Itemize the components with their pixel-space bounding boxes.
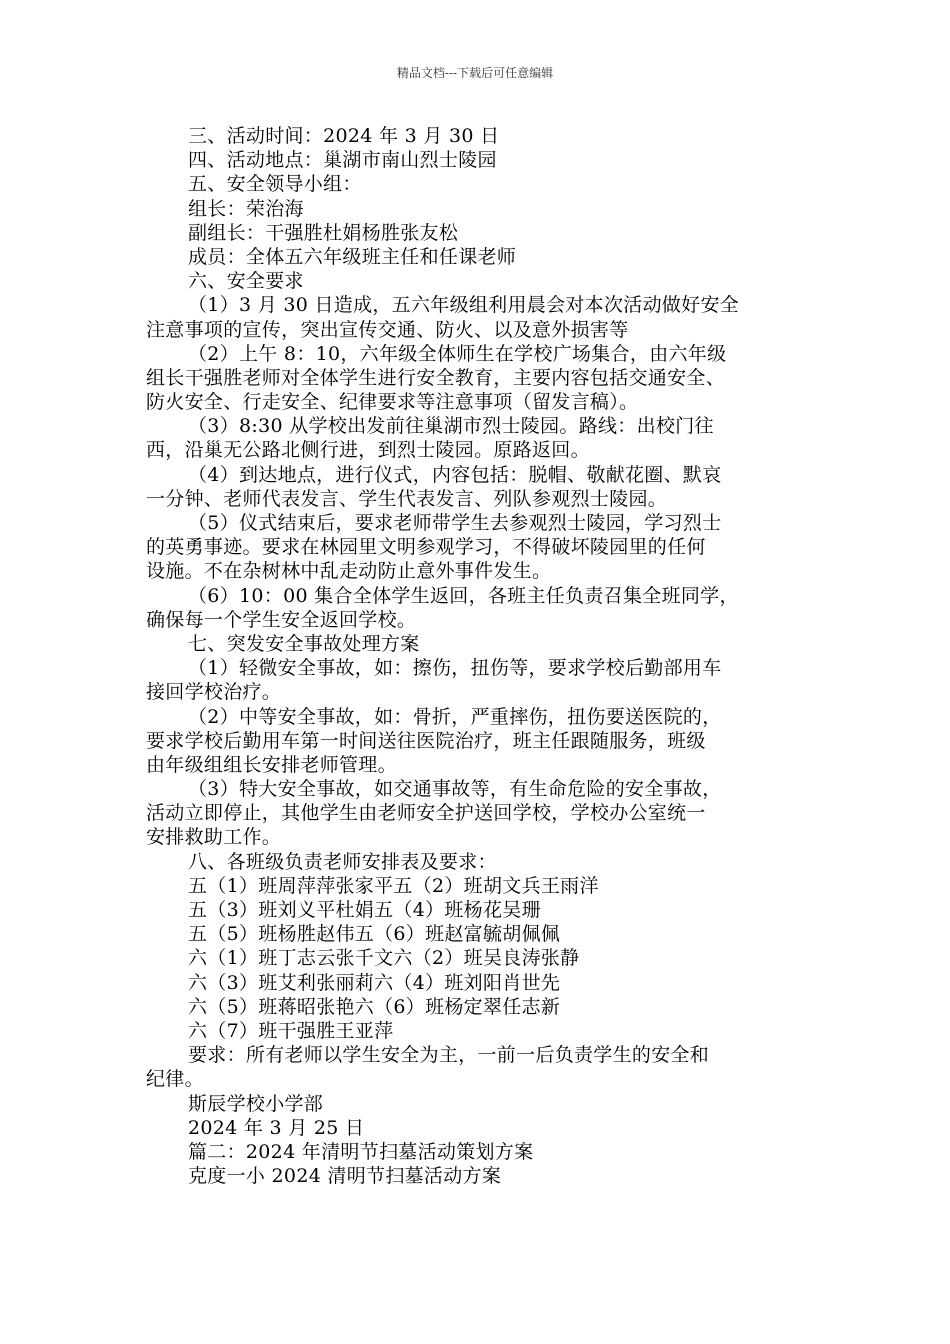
text-line: 确保每一个学生安全返回学校。	[146, 608, 417, 631]
text-line: 副组长：干强胜杜娟杨胜张友松	[188, 221, 459, 244]
text-line: 安排救助工作。	[146, 826, 282, 849]
text-line: 2024 年 3 月 25 日	[188, 1116, 365, 1139]
text-line: 要求：所有老师以学生安全为主，一前一后负责学生的安全和	[188, 1044, 710, 1067]
text-line: 组长：荣治海	[188, 197, 304, 220]
text-line: （2）上午 8：10，六年级全体师生在学校广场集合，由六年级	[188, 342, 727, 365]
text-line: 八、各班级负责老师安排表及要求：	[188, 850, 497, 873]
text-line: 注意事项的宣传，突出宣传交通、防火、以及意外损害等	[146, 318, 629, 341]
text-line: （3）特大安全事故，如交通事故等，有生命危险的安全事故，	[188, 778, 722, 801]
text-line: 六、安全要求	[188, 270, 304, 293]
text-line: 成员：全体五六年级班主任和任课老师	[188, 245, 517, 268]
text-line: （1）3 月 30 日造成，五六年级组利用晨会对本次活动做好安全	[188, 294, 740, 317]
text-line: （6）10：00 集合全体学生返回，各班主任负责召集全班同学，	[188, 584, 739, 607]
text-line: 四、活动地点：巢湖市南山烈士陵园	[188, 149, 497, 172]
text-line: 斯辰学校小学部	[188, 1092, 324, 1115]
text-line: 篇二：2024 年清明节扫墓活动策划方案	[188, 1140, 534, 1163]
text-line: （4）到达地点，进行仪式，内容包括：脱帽、敬献花圈、默哀	[188, 463, 722, 486]
text-line: 六（1）班丁志云张千文六（2）班吴良涛张静	[188, 947, 580, 970]
text-line: 五（1）班周萍萍张家平五（2）班胡文兵王雨洋	[188, 874, 599, 897]
text-line: 设施。不在杂树林中乱走动防止意外事件发生。	[146, 560, 552, 583]
text-line: 纪律。	[146, 1068, 204, 1091]
text-line: 要求学校后勤用车第一时间送往医院治疗，班主任跟随服务，班级	[146, 729, 706, 752]
text-line: 三、活动时间：2024 年 3 月 30 日	[188, 125, 500, 147]
document-body	[146, 124, 811, 1188]
text-line: 克度一小 2024 清明节扫墓活动方案	[188, 1165, 502, 1188]
text-line: 一分钟、老师代表发言、学生代表发言、列队参观烈士陵园。	[146, 487, 668, 510]
text-line: （1）轻微安全事故，如：擦伤，扭伤等，要求学校后勤部用车	[188, 657, 722, 680]
text-line: 六（5）班蒋昭张艳六（6）班杨定翠任志新	[188, 995, 561, 1018]
text-line: 西，沿巢无公路北侧行进，到烈士陵园。原路返回。	[146, 439, 590, 462]
text-line: 六（7）班干强胜王亚萍	[188, 1019, 394, 1042]
text-line: 由年级组组长安排老师管理。	[146, 753, 397, 776]
page-header: 精品文档---下载后可任意编辑	[396, 66, 554, 80]
text-line: 接回学校治疗。	[146, 681, 282, 704]
text-line: 六（3）班艾利张丽莉六（4）班刘阳肖世先	[188, 971, 561, 994]
text-line: 七、突发安全事故处理方案	[188, 632, 420, 655]
text-line: 组长干强胜老师对全体学生进行安全教育，主要内容包括交通安全、	[146, 366, 726, 389]
text-line: 防火安全、行走安全、纪律要求等注意事项（留发言稿）。	[146, 391, 639, 414]
text-line: 五、安全领导小组：	[188, 173, 362, 196]
text-line: （5）仪式结束后，要求老师带学生去参观烈士陵园，学习烈士	[188, 512, 722, 534]
text-line: （3）8:30 从学校出发前往巢湖市烈士陵园。路线：出校门往	[188, 415, 714, 438]
text-line: 五（5）班杨胜赵伟五（6）班赵富毓胡佩佩	[188, 923, 561, 946]
text-line: 活动立即停止，其他学生由老师安全护送回学校，学校办公室统一	[146, 802, 706, 825]
text-line: 的英勇事迹。要求在林园里文明参观学习，不得破坏陵园里的任何	[146, 536, 706, 559]
text-line: （2）中等安全事故，如：骨折，严重摔伤，扭伤要送医院的，	[188, 705, 722, 728]
text-line: 五（3）班刘义平杜娟五（4）班杨花吴珊	[188, 899, 541, 921]
